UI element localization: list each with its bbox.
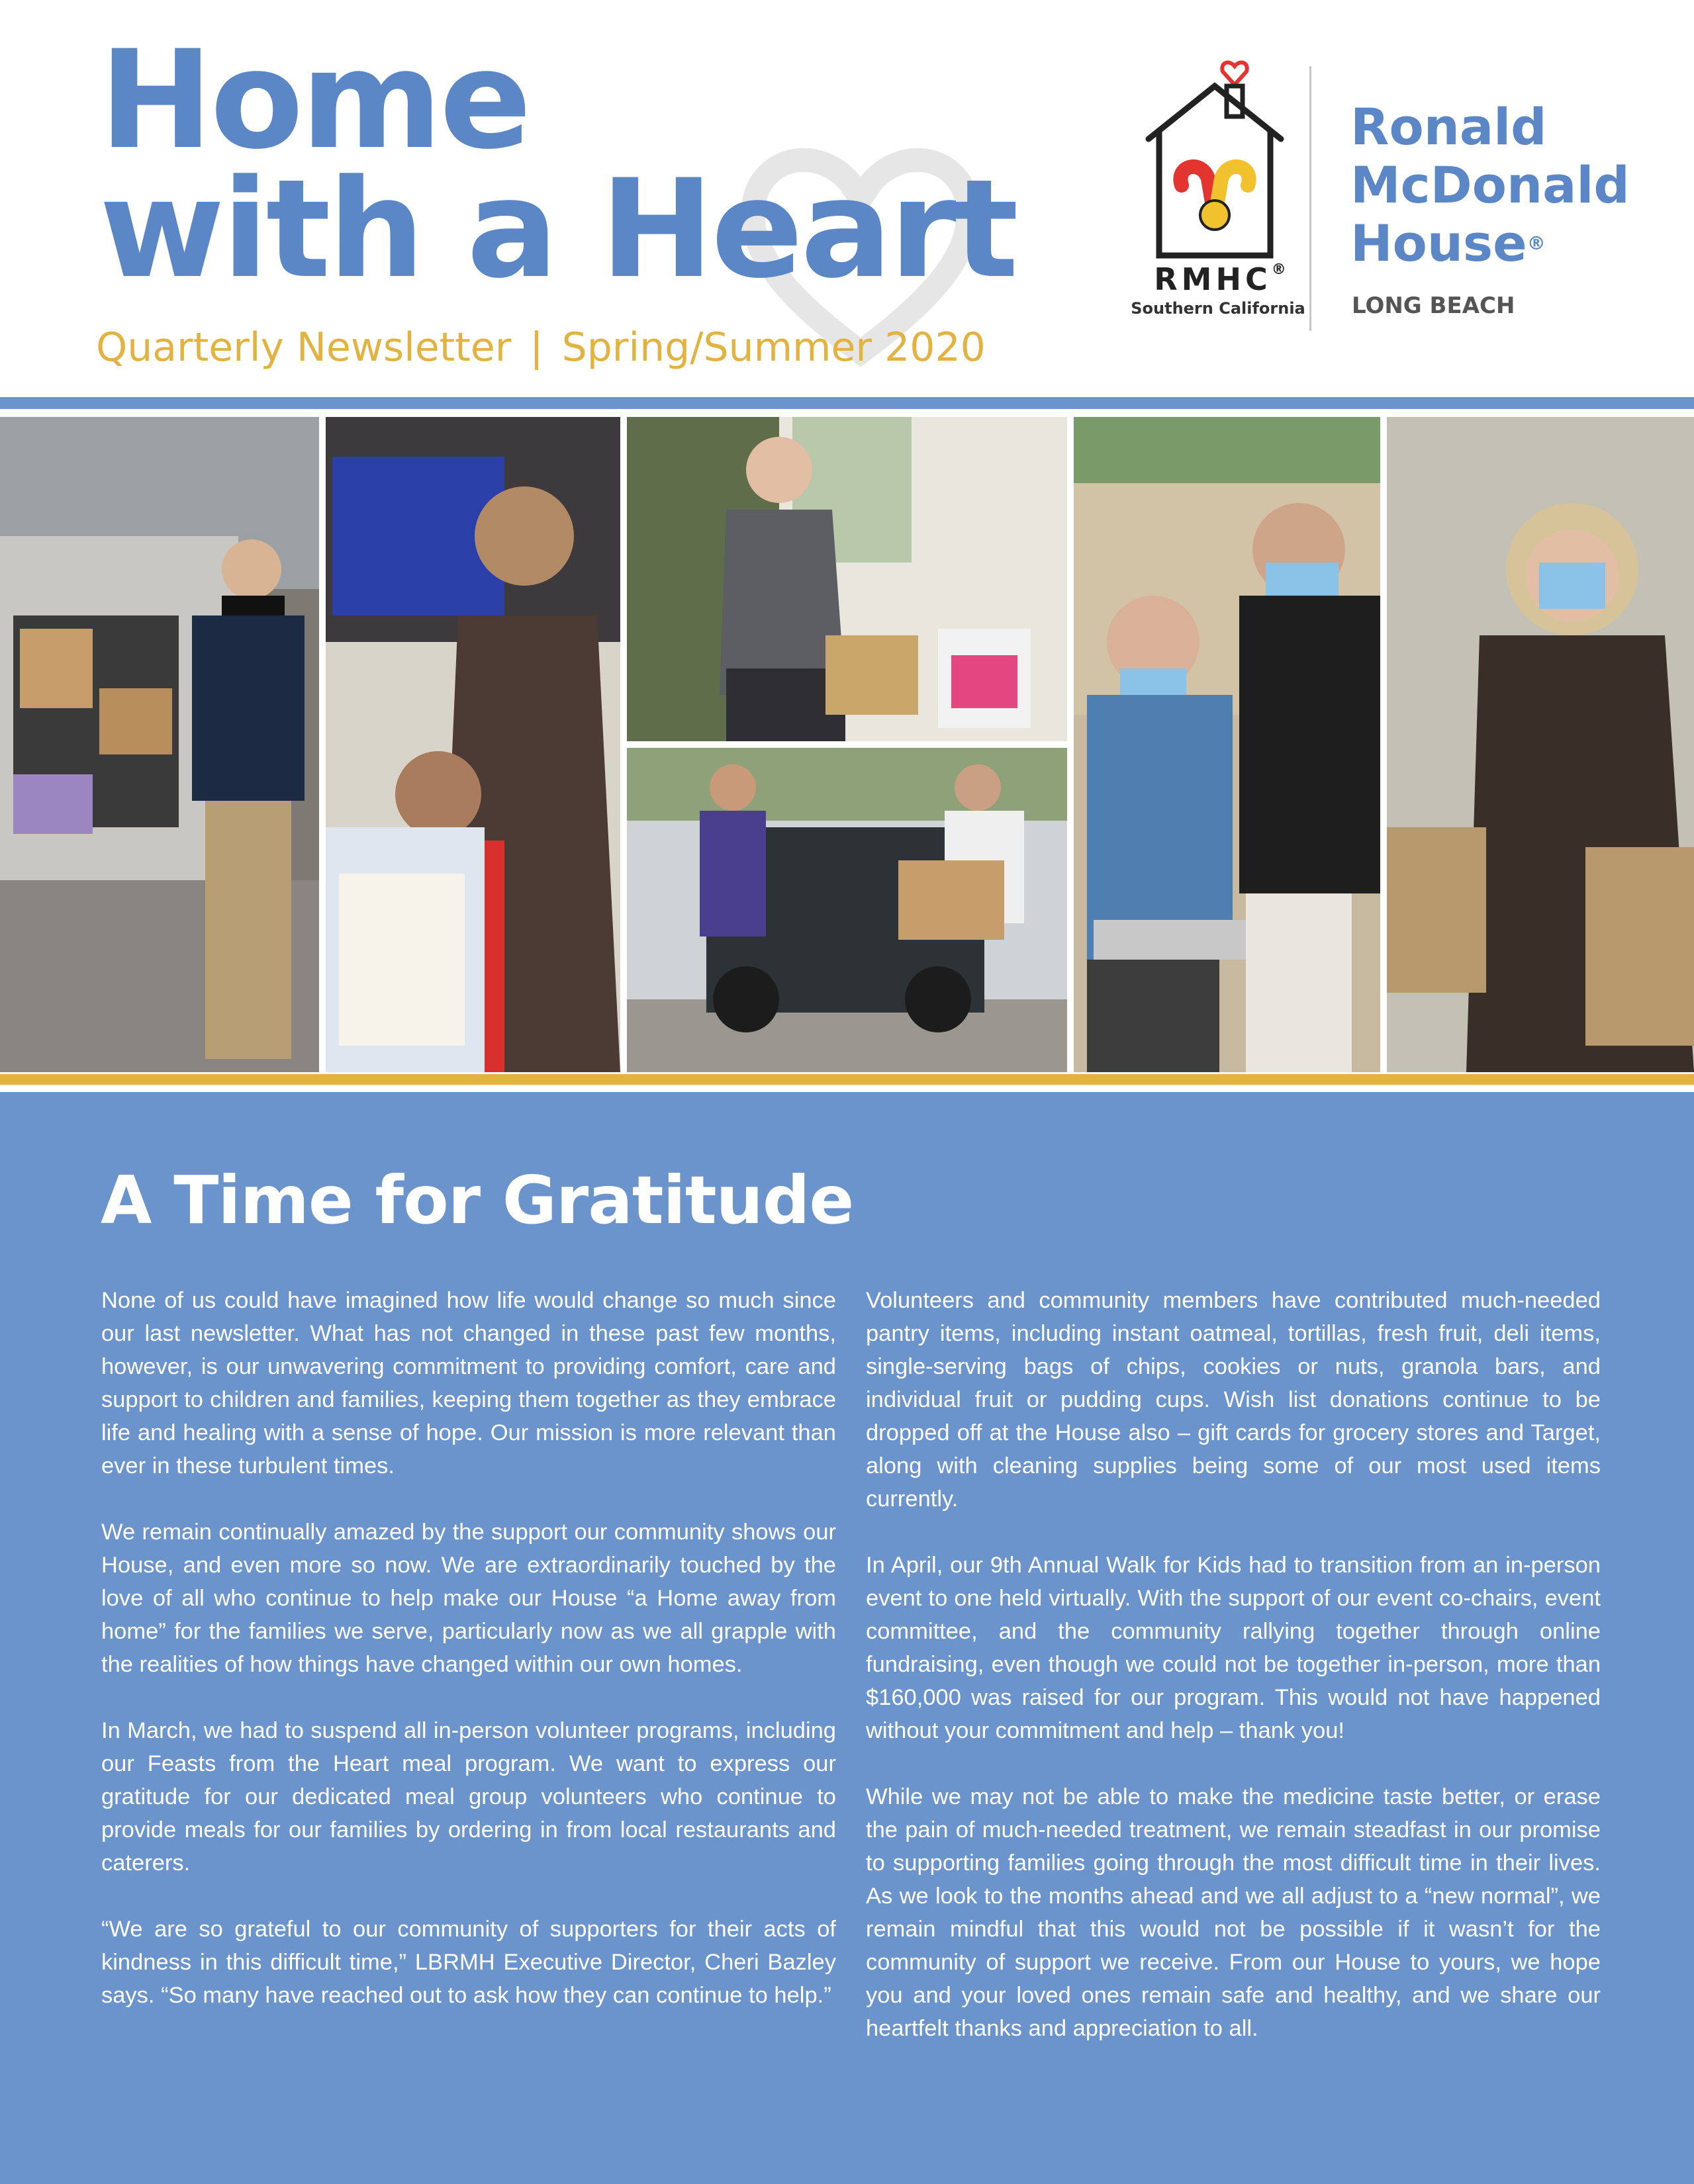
house-name-line1: Ronald [1350,97,1547,156]
rmhc-wordmark [1144,261,1296,297]
newsletter-title-line2: with a Heart [99,151,1016,308]
house-name-line2: McDonald [1350,156,1630,214]
collage-divider-bar [0,1074,1694,1085]
article-paragraph: None of us could have imagined how life would change so much since our last newsletter. What has not changed in these past few months, however, is our unwavering commitment to providing comfort, care and support to children and families, keeping them together as they embrace life and healing with a sense of hope. Our mission is more relevant than ever in these turbulent times. [101,1288,836,1479]
rmhc-registered-mark: ® [1271,261,1286,278]
newsletter-title-line1: Home [99,22,530,179]
subtitle-newsletter-type: Quarterly Newsletter [96,324,512,371]
house-name-line3 [1350,214,1630,273]
subtitle-issue-date: Spring/Summer 2020 [561,324,986,371]
subtitle-separator: | [530,324,543,371]
house-name-line3-text: House [1350,214,1527,273]
photo-collage [0,417,1694,1072]
house-registered-mark: ® [1527,232,1546,254]
article-paragraph: In April, our 9th Annual Walk for Kids had to transition from an in-person event to one held virtually. With the support of our event co-chairs, event committee, and the community rallying together through online fundraising, even though we could not be together in-person, more than $160,000 was raised for our program. This would not have happened without your commitment and help – thank you! [866,1553,1601,1743]
article-paragraph: “We are so grateful to our community of supporters for their acts of kindness in this difficult time,” LBRMH Executive Director, Cheri Bazley says. “So many have reached out to ask how they can continue to help.” [101,1917,836,2008]
article-heading: A Time for Gratitude [101,1161,854,1239]
photo-volunteer-with-bags [1387,417,1694,1072]
logo-divider [1309,66,1311,331]
article-column-right [866,1284,1601,2078]
article-paragraph: While we may not be able to make the medicine taste better, or erase the pain of much-needed treatment, we remain steadfast in our promise to supporting families going through the most difficult time in their lives. As we look to the months ahead and we all adjust to a “new normal”, we remain mindful that this would not be possible if it wasn’t for the community of support we receive. From our House to yours, we hope you and your loved ones remain safe and healthy, and we share our heartfelt thanks and appreciation to all. [866,1784,1601,2041]
article-paragraph: Volunteers and community members have contributed much-needed pantry items, including instant oatmeal, tortillas, fresh fruit, deli items, single-serving bags of chips, cookies or nuts, granola bars, and individual fruit or pudding cups. Wish list donations continue to be dropped off at the House also – gift cards for grocery stores and Target, along with cleaning supplies being some of our most used items currently. [866,1288,1601,1512]
photo-mother-and-son-with-gift-bag [326,417,620,1072]
ronald-mcdonald-house-name [1350,98,1630,273]
article-column-left [101,1284,836,2045]
rmhc-region: Southern California [1131,299,1305,318]
article-paragraph: In March, we had to suspend all in-person volunteer programs, including our Feasts from the Heart meal program. We want to express our gratitude for our dedicated meal group volunteers who continue to provide meals for our families by ordering in from local restaurants and caterers. [101,1718,836,1876]
photo-volunteer-with-donations [627,417,1067,741]
house-location: LONG BEACH [1352,293,1515,319]
masthead [0,0,1694,397]
newsletter-subtitle [96,324,986,371]
photo-volunteers-delivering-boxes [627,748,1067,1072]
rmhc-text: RMHC [1154,261,1272,297]
photo-volunteer-with-car-trunk [0,417,319,1072]
header-divider-bar [0,397,1694,409]
photo-couple-with-food-tray [1074,417,1380,1072]
article-paragraph: We remain continually amazed by the support our community shows our House, and even more so now. We are extraordinarily touched by the love of all who continue to help make our House “a Home away from home” for the families we serve, particularly now as we all grapple with the realities of how things have changed within our own homes. [101,1520,836,1677]
